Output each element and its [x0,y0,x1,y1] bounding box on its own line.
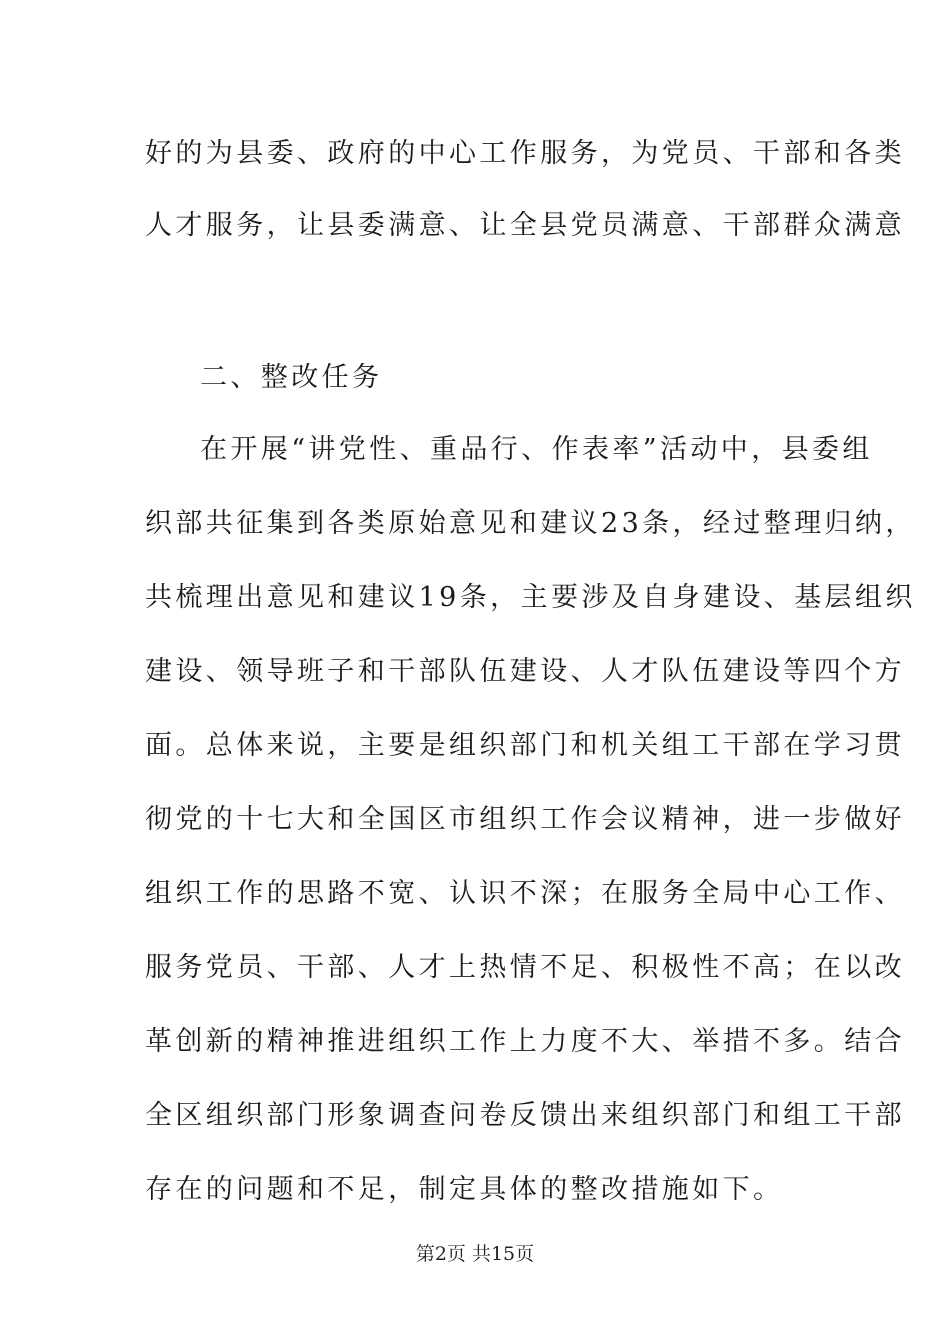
paragraph-line: 彻党的十七大和全国区市组织工作会议精神，进一步做好 [145,804,905,835]
body-line: 好的为县委、政府的中心工作服务，为党员、干部和各类 [145,138,905,169]
paragraph-line: 存在的问题和不足，制定具体的整改措施如下。 [145,1174,784,1205]
paragraph-line: 全区组织部门形象调查问卷反馈出来组织部门和组工干部 [145,1100,905,1131]
paragraph-line: 组织工作的思路不宽、认识不深；在服务全局中心工作、 [145,878,905,909]
body-line: 人才服务，让县委满意、让全县党员满意、干部群众满意 [145,210,905,241]
page-number-footer: 第2页 共15页 [415,1243,535,1265]
paragraph-line: 服务党员、干部、人才上热情不足、积极性不高；在以改 [145,952,905,983]
section-heading: 二、整改任务 [200,362,383,393]
paragraph-line: 在开展“讲党性、重品行、作表率”活动中，县委组 [200,434,873,465]
paragraph-line: 共梳理出意见和建议19条，主要涉及自身建设、基层组织 [145,582,916,613]
paragraph-line: 革创新的精神推进组织工作上力度不大、举措不多。结合 [145,1026,905,1057]
paragraph-line: 面。总体来说，主要是组织部门和机关组工干部在学习贯 [145,730,905,761]
paragraph-line: 织部共征集到各类原始意见和建议23条，经过整理归纳， [145,508,916,539]
paragraph-line: 建设、领导班子和干部队伍建设、人才队伍建设等四个方 [145,656,905,687]
